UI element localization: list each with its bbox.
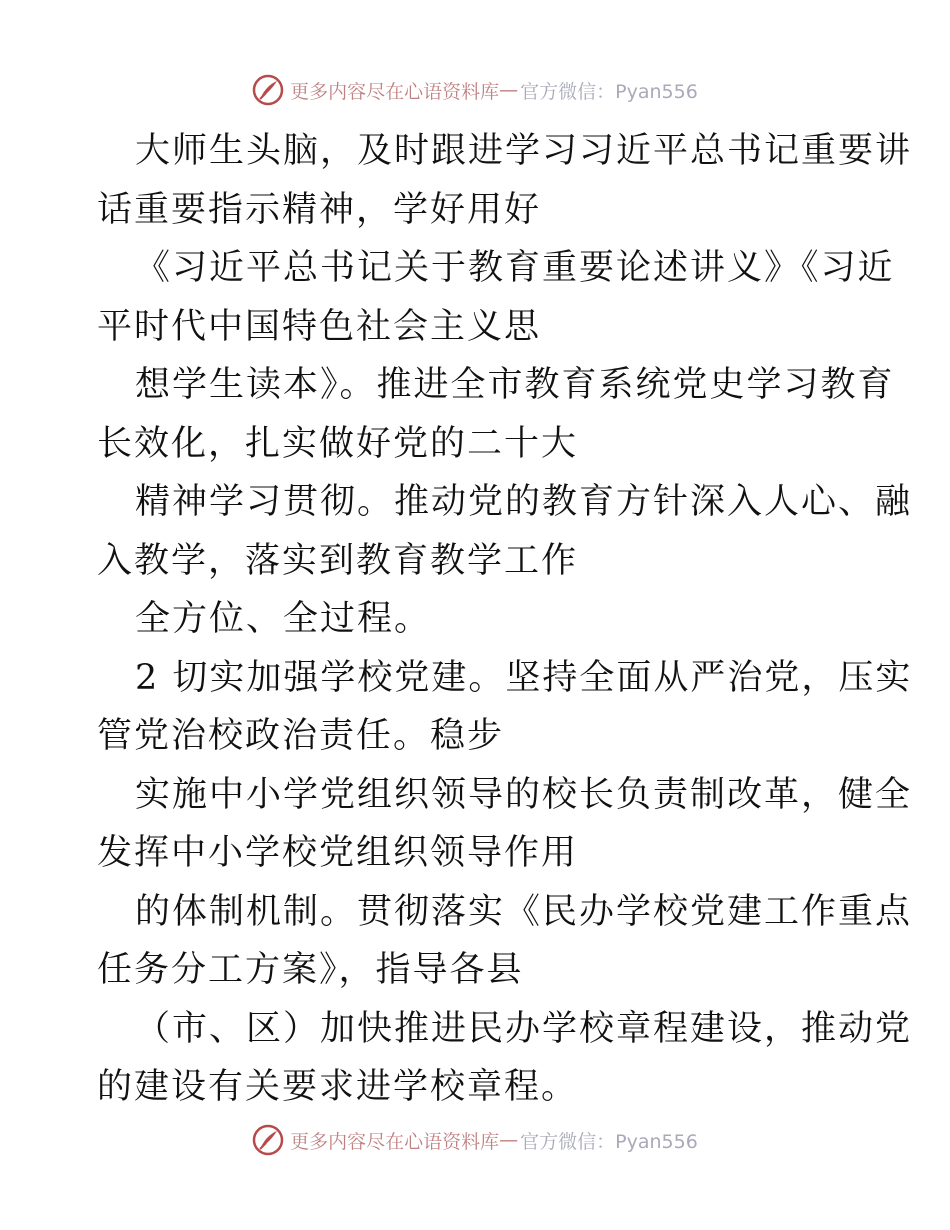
watermark-text: 更多内容尽在心语资料库 — [290, 80, 500, 103]
text-line: 《习近平总书记关于教育重要论述讲义》《习近 — [135, 248, 895, 288]
text-line: 实施中小学党组织领导的校长负责制改革，健全 — [135, 774, 913, 815]
watermark-contact: 官方微信：Pyan556 — [520, 80, 698, 103]
text-line: 想学生读本》。推进全市教育系统党史学习教育 — [135, 365, 895, 405]
watermark-text: 更多内容尽在心语资料库 — [290, 1130, 500, 1153]
feather-logo-icon — [252, 1124, 284, 1156]
text-line: 发挥中小学校党组织领导作用 — [97, 833, 579, 873]
text-line: 入教学，落实到教育教学工作 — [97, 540, 579, 581]
text-line: 2 切实加强学校党建。坚持全面从严治党，压实 — [135, 657, 913, 698]
text-line: 大师生头脑，及时跟进学习习近平总书记重要讲 — [135, 131, 913, 171]
watermark-separator: — — [499, 1129, 519, 1151]
watermark-separator: — — [499, 79, 519, 101]
text-line: 平时代中国特色社会主义思 — [97, 306, 542, 347]
text-line: 话重要指示精神，学好用好 — [97, 189, 542, 230]
text-line: 任务分工方案》，指导各县 — [97, 950, 524, 990]
feather-logo-icon — [252, 74, 284, 106]
text-line: 的体制机制。贯彻落实《民办学校党建工作重点 — [135, 891, 913, 932]
text-line: （市、区）加快推进民办学校章程建设，推动党 — [135, 1008, 913, 1049]
watermark-contact: 官方微信：Pyan556 — [520, 1130, 698, 1153]
footer-watermark — [0, 1120, 950, 1160]
text-line: 精神学习贯彻。推动党的教育方针深入人心、融 — [135, 482, 913, 522]
header-watermark — [0, 70, 950, 110]
text-line: 长效化，扎实做好党的二十大 — [97, 423, 579, 464]
text-line: 的建设有关要求进学校章程。 — [97, 1067, 579, 1107]
text-line: 管党治校政治责任。稳步 — [97, 716, 505, 756]
text-line: 全方位、全过程。 — [135, 599, 432, 639]
document-body — [97, 122, 913, 1117]
